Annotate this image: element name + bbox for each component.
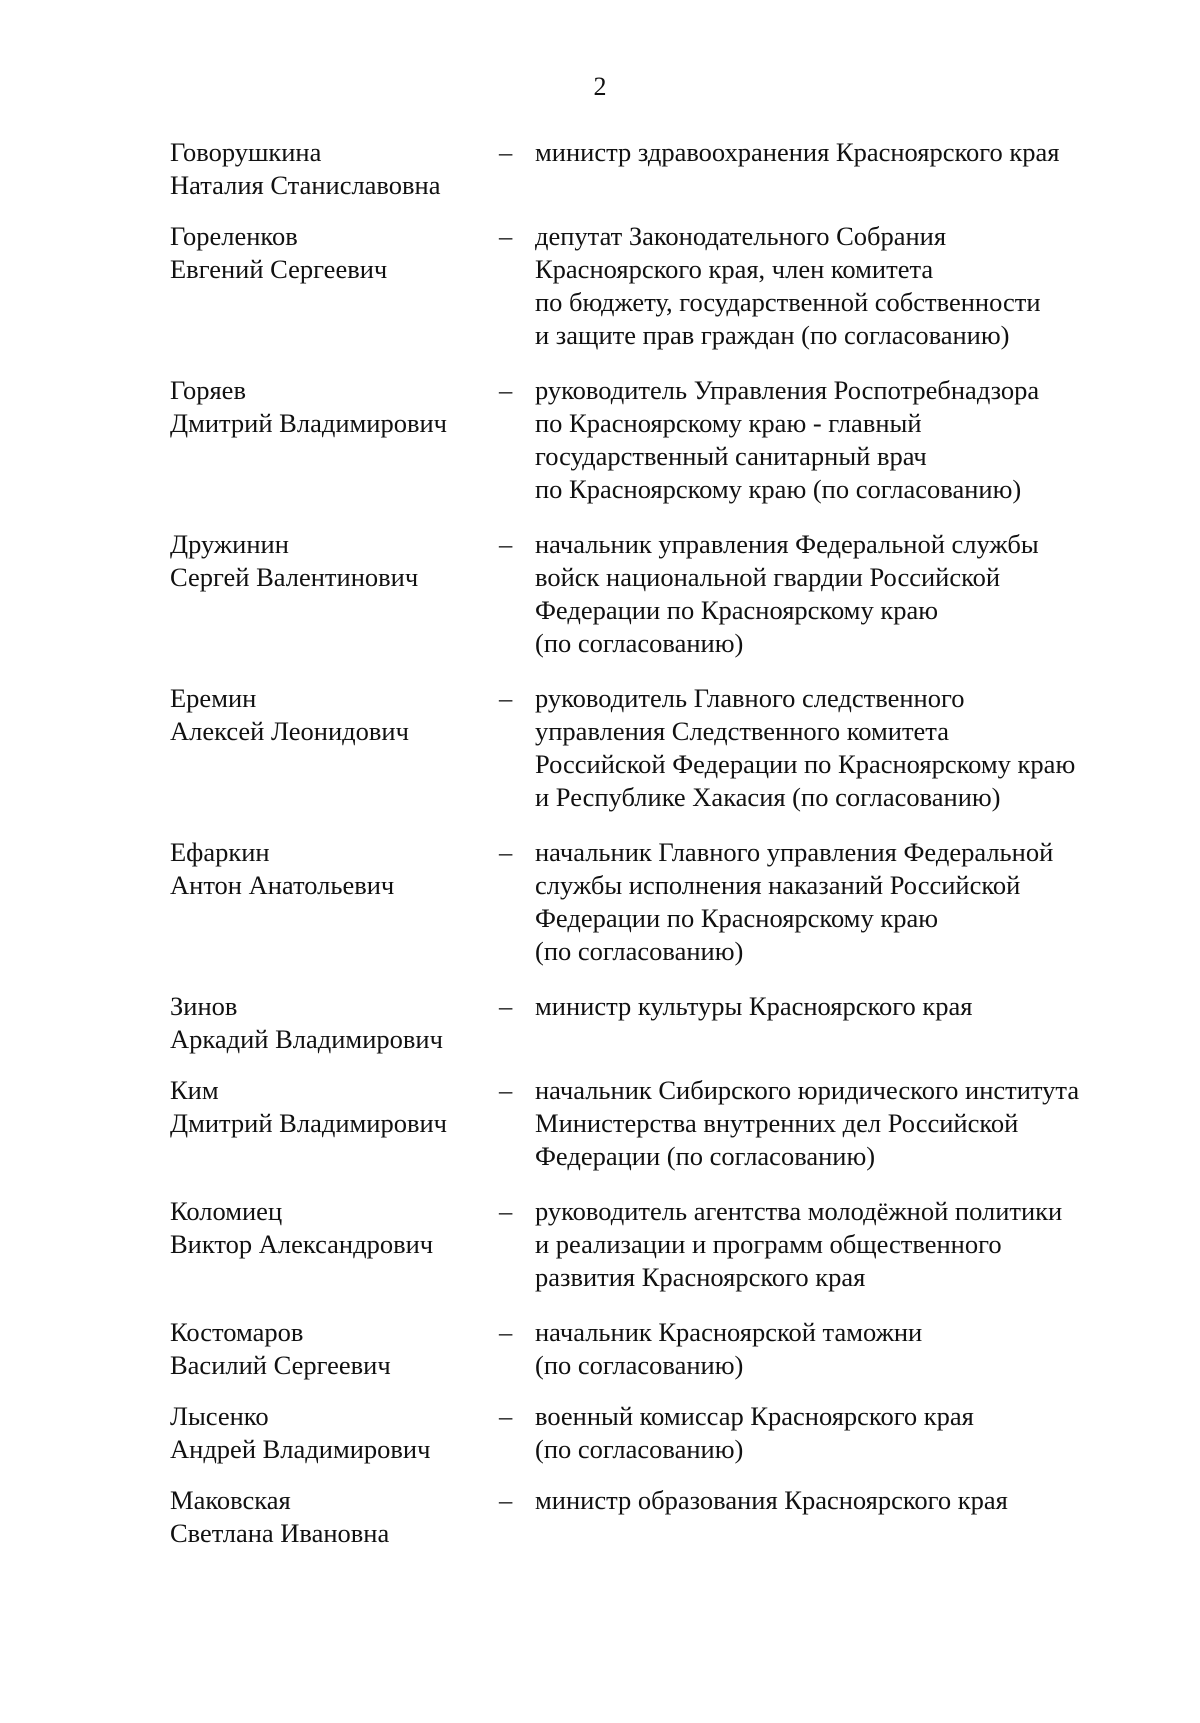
position-line: Федерации по Красноярскому краю (535, 595, 939, 625)
dash-separator: – (499, 1317, 513, 1347)
member-position (535, 682, 1160, 814)
position-line: по бюджету, государственной собственности (535, 287, 1041, 317)
member-position (535, 136, 1160, 169)
member-entry (170, 1484, 1160, 1550)
position-line: Федерации (по согласованию) (535, 1141, 876, 1171)
position-line: министр образования Красноярского края (535, 1485, 1008, 1515)
member-surname: Коломиец (170, 1196, 283, 1226)
position-line: Федерации по Красноярскому краю (535, 903, 939, 933)
dash-separator: – (499, 1196, 513, 1226)
member-surname: Говорушкина (170, 137, 322, 167)
member-entry (170, 990, 1160, 1056)
member-surname: Ким (170, 1075, 219, 1105)
member-position (535, 1195, 1160, 1294)
position-line: и Республике Хакасия (по согласованию) (535, 782, 1001, 812)
member-surname: Горяев (170, 375, 246, 405)
member-position (535, 374, 1160, 506)
position-line: Российской Федерации по Красноярскому краю (535, 749, 1076, 779)
position-line: войск национальной гвардии Российской (535, 562, 1001, 592)
dash-separator: – (499, 1485, 513, 1515)
member-position (535, 1074, 1160, 1173)
dash-separator: – (499, 1401, 513, 1431)
dash-separator: – (499, 137, 513, 167)
position-line: службы исполнения наказаний Российской (535, 870, 1021, 900)
position-line: руководитель Главного следственного (535, 683, 965, 713)
member-name (170, 1484, 495, 1550)
member-surname: Гореленков (170, 221, 298, 251)
dash-separator: – (499, 221, 513, 251)
position-line: начальник Сибирского юридического института (535, 1075, 1080, 1105)
position-line: Красноярского края, член комитета (535, 254, 934, 284)
member-entry (170, 836, 1160, 968)
member-name (170, 990, 495, 1056)
member-given-names: Дмитрий Владимирович (170, 1108, 447, 1138)
member-name (170, 1074, 495, 1140)
member-surname: Костомаров (170, 1317, 304, 1347)
dash-separator: – (499, 991, 513, 1021)
position-line: руководитель Управления Роспотребнадзора (535, 375, 1040, 405)
member-position (535, 528, 1160, 660)
dash-separator: – (499, 529, 513, 559)
position-line: (по согласованию) (535, 1434, 744, 1464)
member-entry (170, 220, 1160, 352)
member-given-names: Евгений Сергеевич (170, 254, 388, 284)
member-surname: Маковская (170, 1485, 291, 1515)
member-given-names: Василий Сергеевич (170, 1350, 391, 1380)
position-line: депутат Законодательного Собрания (535, 221, 947, 251)
position-line: начальник Красноярской таможни (535, 1317, 923, 1347)
position-line: управления Следственного комитета (535, 716, 949, 746)
member-given-names: Аркадий Владимирович (170, 1024, 443, 1054)
member-name (170, 1195, 495, 1261)
member-surname: Ефаркин (170, 837, 270, 867)
position-line: руководитель агентства молодёжной политики (535, 1196, 1063, 1226)
member-entry (170, 1195, 1160, 1294)
position-line: начальник Главного управления Федеральной (535, 837, 1054, 867)
member-given-names: Светлана Ивановна (170, 1518, 390, 1548)
member-surname: Зинов (170, 991, 238, 1021)
member-name (170, 374, 495, 440)
dash-separator: – (499, 1075, 513, 1105)
member-name (170, 220, 495, 286)
position-line: развития Красноярского края (535, 1262, 866, 1292)
member-position (535, 1316, 1160, 1382)
member-entry (170, 136, 1160, 202)
member-surname: Еремин (170, 683, 257, 713)
member-given-names: Наталия Станиславовна (170, 170, 441, 200)
position-line: министр культуры Красноярского края (535, 991, 973, 1021)
position-line: по Красноярскому краю - главный (535, 408, 922, 438)
member-entry (170, 1074, 1160, 1173)
member-name (170, 136, 495, 202)
position-line: Министерства внутренних дел Российской (535, 1108, 1019, 1138)
member-name (170, 836, 495, 902)
member-position (535, 1400, 1160, 1466)
position-line: (по согласованию) (535, 1350, 744, 1380)
member-name (170, 682, 495, 748)
position-line: государственный санитарный врач (535, 441, 927, 471)
member-entry (170, 1400, 1160, 1466)
page-number: 2 (593, 72, 607, 101)
member-surname: Лысенко (170, 1401, 269, 1431)
member-given-names: Андрей Владимирович (170, 1434, 431, 1464)
dash-separator: – (499, 837, 513, 867)
dash-separator: – (499, 683, 513, 713)
position-line: начальник управления Федеральной службы (535, 529, 1039, 559)
member-given-names: Дмитрий Владимирович (170, 408, 447, 438)
member-given-names: Сергей Валентинович (170, 562, 419, 592)
position-line: и защите прав граждан (по согласованию) (535, 320, 1010, 350)
position-line: военный комиссар Красноярского края (535, 1401, 974, 1431)
member-surname: Дружинин (170, 529, 289, 559)
member-entry (170, 528, 1160, 660)
member-entry (170, 374, 1160, 506)
member-position (535, 1484, 1160, 1517)
member-given-names: Антон Анатольевич (170, 870, 395, 900)
position-line: (по согласованию) (535, 936, 744, 966)
member-name (170, 1316, 495, 1382)
member-list (170, 136, 1160, 1550)
member-position (535, 220, 1160, 352)
member-name (170, 528, 495, 594)
member-given-names: Алексей Леонидович (170, 716, 409, 746)
position-line: и реализации и программ общественного (535, 1229, 1002, 1259)
member-given-names: Виктор Александрович (170, 1229, 434, 1259)
member-name (170, 1400, 495, 1466)
dash-separator: – (499, 375, 513, 405)
member-position (535, 836, 1160, 968)
position-line: министр здравоохранения Красноярского края (535, 137, 1060, 167)
member-entry (170, 682, 1160, 814)
member-position (535, 990, 1160, 1023)
position-line: (по согласованию) (535, 628, 744, 658)
position-line: по Красноярскому краю (по согласованию) (535, 474, 1022, 504)
member-entry (170, 1316, 1160, 1382)
